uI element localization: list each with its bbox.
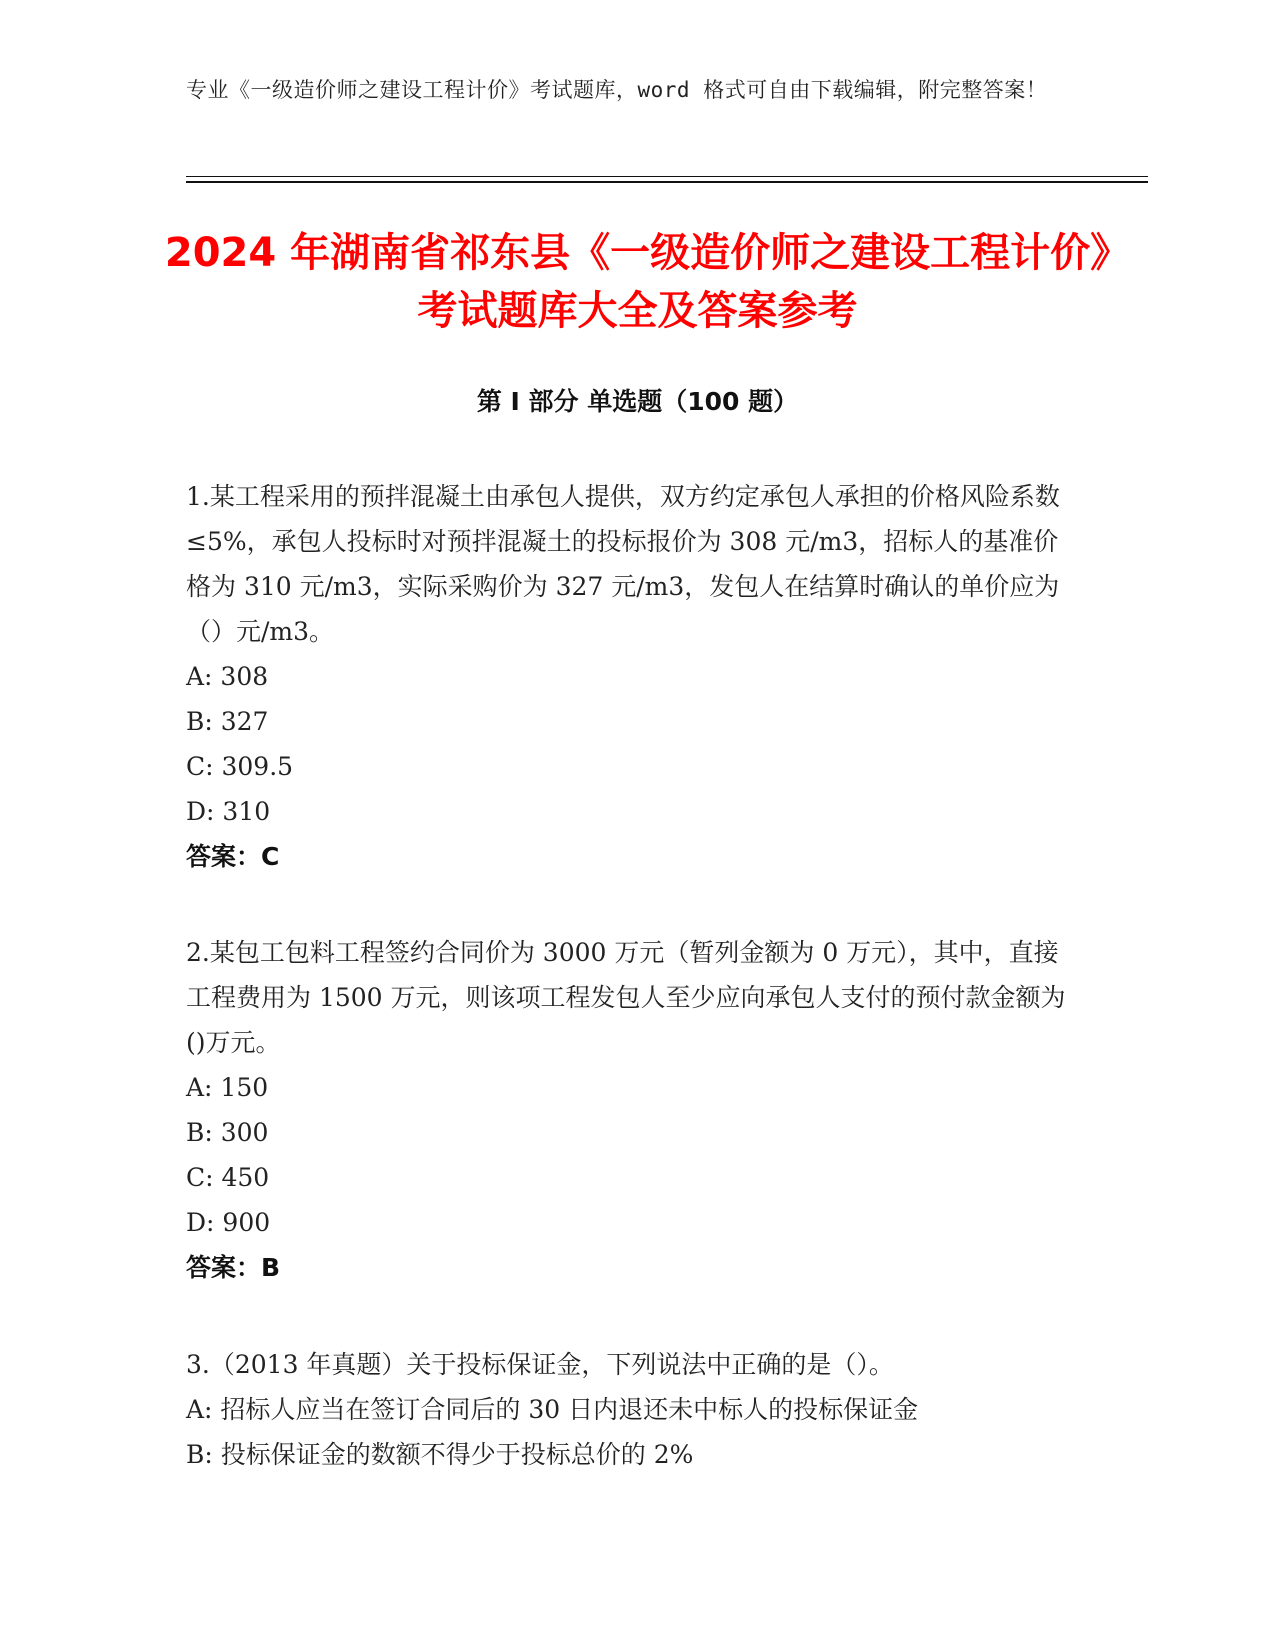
section-heading: 第 I 部分 单选题（100 题）: [476, 387, 799, 416]
question-1: [186, 474, 1066, 879]
document-title: 2024 年湖南省祁东县《一级造价师之建设工程计价》考试题库大全及答案参考: [164, 230, 1111, 334]
option-d: D: 310: [186, 797, 271, 826]
option-b: B: 投标保证金的数额不得少于投标总价的 2%: [186, 1440, 694, 1469]
question-2: [186, 930, 1066, 1290]
option-d: D: 900: [186, 1208, 271, 1237]
answer-label: 答案：C: [186, 842, 280, 871]
header-note: 专业《一级造价师之建设工程计价》考试题库，word 格式可自由下载编辑，附完整答案！: [186, 78, 1048, 102]
header-divider-thick: [186, 181, 1148, 183]
option-b: B: 300: [186, 1118, 269, 1147]
option-a: A: 308: [186, 662, 269, 691]
option-a: A: 150: [186, 1073, 269, 1102]
question-stem: 3.（2013 年真题）关于投标保证金，下列说法中正确的是（）。: [186, 1350, 894, 1379]
option-b: B: 327: [186, 707, 269, 736]
answer-label: 答案：B: [186, 1253, 281, 1282]
option-c: C: 450: [186, 1163, 270, 1192]
question-stem: 1.某工程采用的预拌混凝土由承包人提供，双方约定承包人承担的价格风险系数≤5%，承包人投标时对预拌混凝土的投标报价为 308 元/m3，招标人的基准价格为 310 元/m3，实际采购价为 327 元/m3，发包人在结算时确认的单价应为（）元/m3。: [186, 482, 1060, 646]
question-3: [186, 1342, 1066, 1477]
option-c: C: 309.5: [186, 752, 294, 781]
option-a: A: 招标人应当在签订合同后的 30 日内退还未中标人的投标保证金: [186, 1395, 919, 1424]
question-stem: 2.某包工包料工程签约合同价为 3000 万元（暂列金额为 0 万元），其中，直接工程费用为 1500 万元，则该项工程发包人至少应向承包人支付的预付款金额为()万元。: [186, 938, 1066, 1057]
header-divider-thin: [186, 176, 1148, 177]
